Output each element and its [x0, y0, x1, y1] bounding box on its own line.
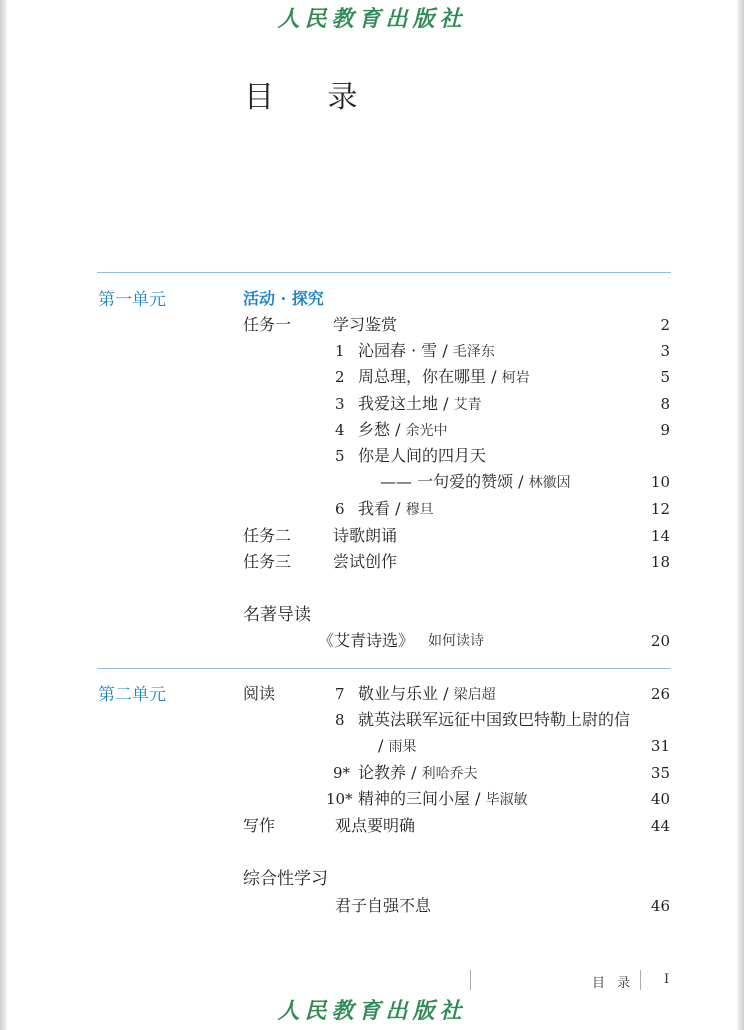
entry-page: 5 [660, 368, 670, 386]
entry-title: 就英法联军远征中国致巴特勒上尉的信 [358, 710, 631, 729]
entry-title: 周总理，你在哪里 / 柯岩 [358, 367, 530, 386]
reading-label: 阅读 [243, 684, 276, 703]
entry-page: 31 [650, 737, 670, 755]
entry-subtitle: —— 一句爱的赞颂 / 林徽因 [380, 472, 571, 491]
task1-title[interactable]: 学习鉴赏 [333, 315, 398, 334]
entry-author: 林徽因 [528, 475, 571, 491]
classic-reading-page: 20 [650, 632, 670, 650]
footer-divider-left [470, 970, 471, 990]
entry-number: 5 [335, 447, 345, 465]
entry-title-continued: / 雨果 [378, 736, 417, 755]
entry-page: 9 [660, 421, 670, 439]
entry-author: 利哈乔夫 [421, 766, 478, 782]
task2-label: 任务二 [243, 526, 292, 545]
page-edge-right [737, 0, 744, 1030]
entry-number: 3 [335, 395, 345, 413]
entry-author: 雨果 [388, 739, 417, 755]
task3-title[interactable]: 尝试创作 [333, 552, 398, 571]
classic-reading-title[interactable]: 《艾青诗选》 [318, 631, 415, 650]
unit1-section: 活动 · 探究 [243, 289, 324, 308]
entry-author: 毛泽东 [452, 344, 495, 360]
entry-page: 35 [650, 764, 670, 782]
entry-title: 沁园春 · 雪 / 毛泽东 [358, 341, 495, 360]
footer-page-number: I [664, 972, 674, 987]
entry-title: 我看 / 穆旦 [358, 499, 434, 518]
comprehensive-label: 综合性学习 [243, 869, 328, 889]
entry-page: 10 [650, 473, 670, 491]
task3-label: 任务三 [243, 552, 292, 571]
comprehensive-page: 46 [650, 897, 670, 915]
comprehensive-title[interactable]: 君子自强不息 [335, 896, 432, 915]
entry-title: 敬业与乐业 / 梁启超 [358, 684, 496, 703]
unit1-label: 第一单元 [98, 290, 166, 310]
entry-author: 梁启超 [453, 687, 496, 703]
task1-page: 2 [660, 316, 670, 334]
publisher-footer: 人民教育出版社 [277, 998, 467, 1024]
footer-section: 目 录 [592, 976, 635, 991]
page-title: 目 录 [244, 80, 380, 115]
entry-author: 余光中 [405, 423, 448, 439]
entry-author: 艾青 [453, 397, 482, 413]
task3-page: 18 [650, 553, 670, 571]
unit2-divider [97, 668, 671, 669]
task1-label: 任务一 [243, 315, 292, 334]
publisher-header: 人民教育出版社 [277, 6, 467, 32]
entry-page: 3 [660, 342, 670, 360]
entry-number: 7 [335, 685, 345, 703]
entry-title: 你是人间的四月天 [358, 446, 487, 465]
entry-page: 8 [660, 395, 670, 413]
entry-number: 2 [335, 368, 345, 386]
writing-title[interactable]: 观点要明确 [335, 816, 416, 835]
writing-page: 44 [650, 817, 670, 835]
entry-page: 26 [650, 685, 670, 703]
footer-divider-right [640, 970, 641, 990]
entry-title: 精神的三间小屋 / 毕淑敏 [358, 789, 528, 808]
unit1-divider [97, 272, 671, 273]
entry-number: 1 [335, 342, 345, 360]
entry-author: 毕淑敏 [485, 792, 528, 808]
page-edge-left [0, 0, 7, 1030]
entry-page: 40 [650, 790, 670, 808]
entry-number: 10* [326, 790, 353, 808]
task2-page: 14 [650, 527, 670, 545]
classic-reading-subtitle: 如何读诗 [428, 633, 484, 649]
task2-title[interactable]: 诗歌朗诵 [333, 526, 398, 545]
unit2-label: 第二单元 [98, 685, 166, 705]
entry-number: 6 [335, 500, 345, 518]
entry-title: 乡愁 / 余光中 [358, 420, 448, 439]
entry-number: 9* [333, 764, 351, 782]
entry-number: 8 [335, 711, 345, 729]
entry-author: 柯岩 [501, 370, 530, 386]
entry-author: 穆旦 [405, 502, 434, 518]
entry-number: 4 [335, 421, 345, 439]
entry-page: 12 [650, 500, 670, 518]
classic-reading-label: 名著导读 [243, 605, 311, 625]
entry-title: 我爱这土地 / 艾青 [358, 394, 482, 413]
entry-title: 论教养 / 利哈乔夫 [358, 763, 478, 782]
writing-label: 写作 [243, 816, 276, 835]
